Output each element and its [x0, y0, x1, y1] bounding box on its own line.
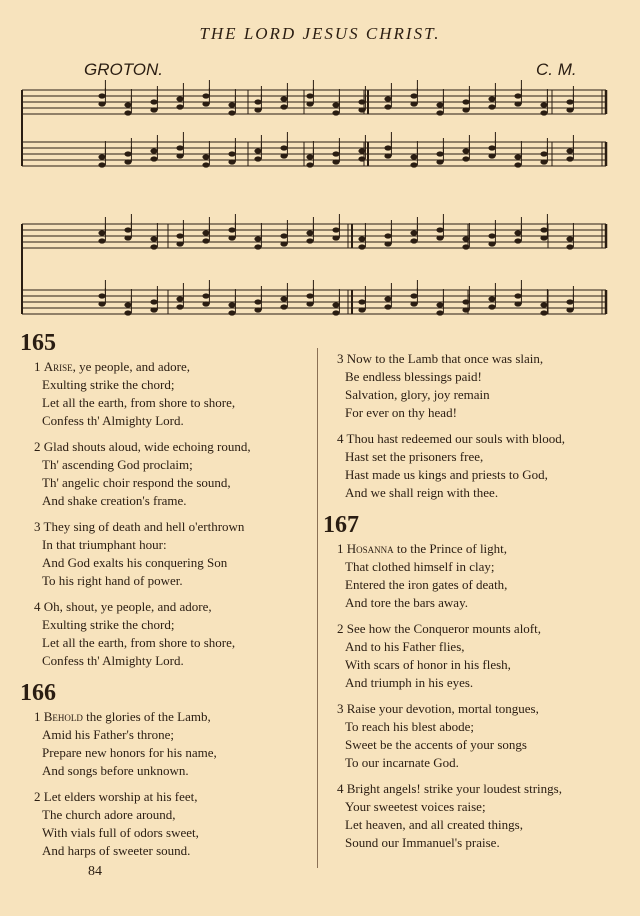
verse-line: [323, 754, 638, 772]
verse-text: To our incarnate God.: [345, 755, 459, 770]
verse-line: [20, 634, 320, 652]
verse-line: [20, 744, 320, 762]
verse-line: [20, 536, 320, 554]
verse-line: [20, 572, 320, 590]
verse-line: [323, 674, 638, 692]
verse-text: And to his Father flies,: [345, 639, 465, 654]
verse-number: 1: [337, 541, 344, 556]
note-head: [462, 107, 469, 112]
verse-text: And triumph in his eyes.: [345, 675, 474, 690]
verse-text: to the Prince of light,: [393, 541, 508, 556]
note-head: [176, 145, 183, 150]
note-head: [254, 299, 261, 304]
verse-line: [323, 638, 638, 656]
note-head: [124, 302, 131, 307]
note-head: [566, 99, 573, 104]
verse-text: Exulting strike the chord;: [42, 377, 175, 392]
note-head: [488, 153, 495, 158]
note-head: [202, 162, 209, 167]
note-head: [254, 307, 261, 312]
verse-text: Your sweetest voices raise;: [345, 799, 486, 814]
note-head: [436, 110, 443, 115]
note-head: [98, 93, 105, 98]
note-head: [488, 296, 495, 301]
page-header: THE LORD JESUS CHRIST.: [199, 24, 441, 43]
note-head: [280, 153, 287, 158]
verse-text: To his right hand of power.: [42, 573, 183, 588]
note-head: [228, 110, 235, 115]
verse-text: And harps of sweeter sound.: [42, 843, 191, 858]
note-head: [280, 104, 287, 109]
note-head: [384, 96, 391, 101]
verse-text: And songs before unknown.: [42, 763, 189, 778]
verse-text: Glad shouts aloud, wide echoing round,: [43, 439, 251, 454]
note-head: [150, 107, 157, 112]
note-head: [280, 241, 287, 246]
verse-text: Thou hast redeemed our souls with blood,: [346, 431, 565, 446]
note-head: [462, 148, 469, 153]
verse-line: [323, 484, 638, 502]
hymn-verses: [20, 358, 320, 670]
note-head: [332, 151, 339, 156]
verse-text: In that triumphant hour:: [42, 537, 167, 552]
note-head: [332, 159, 339, 164]
verse-line: [323, 386, 638, 404]
hymn-166: [20, 678, 320, 860]
verse-line: [20, 518, 320, 536]
note-head: [176, 104, 183, 109]
verse-number: 2: [34, 439, 41, 454]
note-head: [306, 154, 313, 159]
verse-lead-word: Behold: [43, 709, 83, 724]
note-head: [176, 233, 183, 238]
verse-line: [20, 842, 320, 860]
note-head: [280, 296, 287, 301]
note-head: [410, 293, 417, 298]
verse-number: 1: [34, 359, 41, 374]
note-head: [124, 110, 131, 115]
note-head: [176, 241, 183, 246]
note-head: [306, 93, 313, 98]
verse-text: To reach his blest abode;: [345, 719, 475, 734]
note-head: [566, 107, 573, 112]
note-head: [202, 101, 209, 106]
verse-line: [323, 404, 638, 422]
note-head: [176, 304, 183, 309]
note-head: [228, 227, 235, 232]
verse-text: Sound our Immanuel's praise.: [345, 835, 500, 850]
verse-line: [323, 798, 638, 816]
verse-text: They sing of death and hell o'erthrown: [43, 519, 245, 534]
note-head: [514, 301, 521, 306]
hymn-verses-continued: [323, 350, 638, 502]
verse: [323, 350, 638, 422]
note-head: [254, 244, 261, 249]
note-head: [540, 302, 547, 307]
note-head: [280, 96, 287, 101]
hymn-number: 166: [20, 680, 56, 706]
hymn-167: [323, 510, 638, 852]
verse-text: Hast made us kings and priests to God,: [345, 467, 548, 482]
hymn-165: [20, 328, 320, 670]
note-head: [488, 104, 495, 109]
verse-line: [20, 708, 320, 726]
note-head: [306, 162, 313, 167]
verse-text: With vials full of odors sweet,: [42, 825, 199, 840]
note-head: [462, 299, 469, 304]
verse-line: [20, 652, 320, 670]
note-head: [358, 156, 365, 161]
note-head: [280, 233, 287, 238]
note-head: [332, 302, 339, 307]
verse-text: And shake creation's frame.: [42, 493, 187, 508]
note-head: [202, 230, 209, 235]
verse-text: The church adore around,: [42, 807, 176, 822]
verse-text: Let all the earth, from shore to shore,: [42, 395, 236, 410]
note-head: [540, 110, 547, 115]
verse-text: Sweet be the accents of your songs: [345, 737, 527, 752]
verse-line: [323, 736, 638, 754]
verse-text: And tore the bars away.: [345, 595, 468, 610]
note-head: [436, 227, 443, 232]
note-head: [150, 156, 157, 161]
note-head: [358, 299, 365, 304]
verse-line: [20, 438, 320, 456]
note-head: [540, 310, 547, 315]
verse-line: [20, 806, 320, 824]
note-head: [150, 299, 157, 304]
note-head: [384, 296, 391, 301]
verse-line: [20, 376, 320, 394]
note-head: [436, 310, 443, 315]
note-head: [332, 227, 339, 232]
note-head: [280, 145, 287, 150]
verse-lead-word: Hosanna: [346, 541, 394, 556]
note-head: [358, 148, 365, 153]
verse-text: Be endless blessings paid!: [345, 369, 482, 384]
note-head: [384, 104, 391, 109]
verse-line: [20, 788, 320, 806]
verse-line: [20, 726, 320, 744]
page-number: 84: [88, 864, 102, 879]
note-head: [384, 153, 391, 158]
note-head: [228, 310, 235, 315]
note-head: [332, 102, 339, 107]
verse-line: [323, 466, 638, 484]
note-head: [436, 302, 443, 307]
note-head: [176, 153, 183, 158]
note-head: [514, 238, 521, 243]
verse-line: [323, 834, 638, 852]
verse-text: Raise your devotion, mortal tongues,: [346, 701, 539, 716]
note-head: [540, 102, 547, 107]
note-head: [540, 227, 547, 232]
note-head: [410, 162, 417, 167]
note-head: [332, 235, 339, 240]
note-head: [124, 310, 131, 315]
verse-text: Th' angelic choir respond the sound,: [42, 475, 231, 490]
left-column: [20, 328, 320, 868]
verse: [20, 788, 320, 860]
verse-text: ye people, and adore,: [75, 359, 190, 374]
hymn-number: 165: [20, 330, 56, 356]
note-head: [540, 159, 547, 164]
meter-label: C. M.: [536, 60, 577, 79]
verse-text: That clothed himself in clay;: [345, 559, 495, 574]
verse-text: Exulting strike the chord;: [42, 617, 175, 632]
music-notation: [0, 0, 640, 330]
note-head: [488, 241, 495, 246]
verse-line: [323, 430, 638, 448]
verse-line: [323, 350, 638, 368]
verse-line: [20, 394, 320, 412]
verse-text: Confess th' Almighty Lord.: [42, 413, 184, 428]
note-head: [98, 238, 105, 243]
note-head: [514, 162, 521, 167]
verse-number: 1: [34, 709, 41, 724]
note-head: [98, 301, 105, 306]
note-head: [306, 293, 313, 298]
verse-text: Confess th' Almighty Lord.: [42, 653, 184, 668]
note-head: [202, 154, 209, 159]
note-head: [202, 238, 209, 243]
note-head: [436, 235, 443, 240]
hymn-verses: [20, 708, 320, 860]
verse: [20, 518, 320, 590]
verse-text: Let heaven, and all created things,: [345, 817, 523, 832]
verse-text: the glories of the Lamb,: [82, 709, 211, 724]
note-head: [488, 304, 495, 309]
note-head: [228, 151, 235, 156]
verse-number: 4: [337, 781, 344, 796]
verse-text: Salvation, glory, joy remain: [345, 387, 490, 402]
note-head: [254, 236, 261, 241]
note-head: [150, 99, 157, 104]
verse-line: [323, 540, 638, 558]
verse-number: 3: [337, 701, 344, 716]
note-head: [514, 230, 521, 235]
note-head: [176, 96, 183, 101]
note-head: [462, 156, 469, 161]
note-head: [280, 304, 287, 309]
verse-number: 4: [337, 431, 344, 446]
note-head: [566, 299, 573, 304]
verse-text: Prepare new honors for his name,: [42, 745, 217, 760]
note-head: [384, 233, 391, 238]
note-head: [384, 241, 391, 246]
verse-text: And God exalts his conquering Son: [42, 555, 228, 570]
verse-text: Hast set the prisoners free,: [345, 449, 484, 464]
verse-line: [323, 576, 638, 594]
verse-line: [20, 554, 320, 572]
note-head: [150, 307, 157, 312]
note-head: [98, 154, 105, 159]
verse: [20, 598, 320, 670]
verse-line: [323, 448, 638, 466]
verse-line: [20, 762, 320, 780]
note-head: [462, 307, 469, 312]
note-head: [202, 301, 209, 306]
note-head: [202, 293, 209, 298]
verse-line: [20, 824, 320, 842]
note-head: [462, 244, 469, 249]
note-head: [254, 148, 261, 153]
verse-number: 2: [337, 621, 344, 636]
verse-line: [323, 780, 638, 798]
verse-number: 4: [34, 599, 41, 614]
note-head: [410, 230, 417, 235]
verse-line: [323, 718, 638, 736]
note-head: [358, 307, 365, 312]
verse-number: 3: [337, 351, 344, 366]
verse-line: [20, 358, 320, 376]
verse-line: [323, 700, 638, 718]
note-head: [410, 93, 417, 98]
verse: [323, 430, 638, 502]
note-head: [228, 235, 235, 240]
note-head: [566, 148, 573, 153]
verse-line: [323, 368, 638, 386]
verse: [20, 438, 320, 510]
verse-line: [323, 594, 638, 612]
verse-line: [20, 492, 320, 510]
note-head: [436, 151, 443, 156]
verse-text: Oh, shout, ye people, and adore,: [43, 599, 212, 614]
verse-number: 3: [34, 519, 41, 534]
verse-number: 2: [34, 789, 41, 804]
note-head: [124, 151, 131, 156]
note-head: [176, 296, 183, 301]
note-head: [98, 293, 105, 298]
verse-text: And we shall reign with thee.: [345, 485, 499, 500]
note-head: [410, 154, 417, 159]
note-head: [124, 159, 131, 164]
verse: [323, 540, 638, 612]
note-head: [306, 230, 313, 235]
note-head: [228, 159, 235, 164]
verse-lead-word: Arise,: [43, 359, 76, 374]
verse: [323, 620, 638, 692]
note-head: [332, 310, 339, 315]
note-head: [98, 230, 105, 235]
verse-line: [20, 598, 320, 616]
verse-text: With scars of honor in his flesh,: [345, 657, 511, 672]
verse-text: Let elders worship at his feet,: [43, 789, 198, 804]
verse: [323, 700, 638, 772]
note-head: [150, 148, 157, 153]
note-head: [254, 156, 261, 161]
tune-name: GROTON.: [84, 60, 164, 79]
note-head: [566, 236, 573, 241]
verse-text: Let all the earth, from shore to shore,: [42, 635, 236, 650]
note-head: [332, 110, 339, 115]
note-head: [410, 101, 417, 106]
note-head: [124, 227, 131, 232]
note-head: [488, 145, 495, 150]
verse-text: Bright angels! strike your loudest strings,: [346, 781, 562, 796]
verse-line: [20, 456, 320, 474]
note-head: [514, 101, 521, 106]
note-head: [254, 99, 261, 104]
verse-text: Now to the Lamb that once was slain,: [346, 351, 544, 366]
verse-text: See how the Conqueror mounts aloft,: [346, 621, 541, 636]
note-head: [514, 293, 521, 298]
note-head: [150, 236, 157, 241]
verse-line: [20, 474, 320, 492]
note-head: [124, 102, 131, 107]
note-head: [358, 99, 365, 104]
verse-text: Th' ascending God proclaim;: [42, 457, 193, 472]
verse-line: [323, 656, 638, 674]
note-head: [124, 235, 131, 240]
note-head: [488, 233, 495, 238]
note-head: [306, 101, 313, 106]
note-head: [98, 101, 105, 106]
verse: [323, 780, 638, 852]
note-head: [462, 99, 469, 104]
note-head: [514, 93, 521, 98]
note-head: [228, 102, 235, 107]
note-head: [566, 156, 573, 161]
note-head: [410, 301, 417, 306]
hymn-number: 167: [323, 512, 359, 538]
note-head: [254, 107, 261, 112]
verse: [20, 358, 320, 430]
note-head: [462, 236, 469, 241]
verse-line: [20, 616, 320, 634]
note-head: [436, 102, 443, 107]
note-head: [358, 244, 365, 249]
note-head: [358, 107, 365, 112]
hymn-verses: [323, 540, 638, 852]
right-column: [323, 350, 638, 860]
verse-text: Entered the iron gates of death,: [345, 577, 508, 592]
note-head: [150, 244, 157, 249]
note-head: [358, 236, 365, 241]
note-head: [436, 159, 443, 164]
verse-line: [323, 558, 638, 576]
verse-line: [20, 412, 320, 430]
note-head: [228, 302, 235, 307]
note-head: [306, 301, 313, 306]
note-head: [202, 93, 209, 98]
note-head: [488, 96, 495, 101]
note-head: [566, 244, 573, 249]
note-head: [306, 238, 313, 243]
verse-text: For ever on thy head!: [345, 405, 457, 420]
note-head: [540, 235, 547, 240]
verse-text: Amid his Father's throne;: [42, 727, 174, 742]
note-head: [410, 238, 417, 243]
verse: [20, 708, 320, 780]
note-head: [514, 154, 521, 159]
note-head: [566, 307, 573, 312]
note-head: [384, 304, 391, 309]
note-head: [98, 162, 105, 167]
verse-line: [323, 816, 638, 834]
verse-line: [323, 620, 638, 638]
note-head: [540, 151, 547, 156]
note-head: [384, 145, 391, 150]
